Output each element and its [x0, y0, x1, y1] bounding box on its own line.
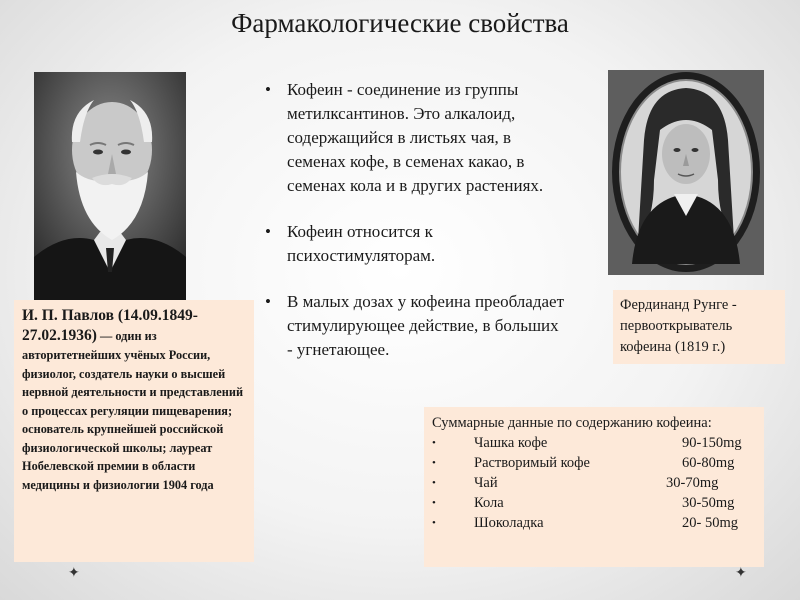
- summary-heading: Суммарные данные по содержанию кофеина:: [432, 415, 712, 431]
- bullet-item: [265, 220, 565, 268]
- bullet-dot: •: [432, 457, 436, 469]
- bullet-dot: •: [265, 80, 271, 99]
- caffeine-summary-box: [424, 407, 764, 567]
- summary-row: [432, 473, 756, 493]
- pavlov-bio-head: И. П. Павлов (14.09.1849-27.02.1936): [22, 307, 198, 344]
- summary-item-name: Чашка кофе: [474, 435, 548, 451]
- slide-title: Фармакологические свойства: [231, 8, 569, 38]
- bullet-dot: •: [432, 517, 436, 529]
- bullet-dot: •: [432, 477, 436, 489]
- bullet-text: В малых дозах у кофеина преобладает стимулирующее действие, в больших - угнетающее.: [287, 292, 565, 359]
- pavlov-bio-text: — один из авторитетнейших учёных России, физиолог, создатель науки о высшей нервной деятельности и представлений о процессах регуляции пищеварения; основатель крупнейшей российской физиологической школы; лауреат Нобелевской премии в области медицины и физиологии 1904 года: [22, 329, 244, 492]
- summary-item-name: Кола: [474, 495, 504, 511]
- runge-portrait-photo: [608, 70, 764, 275]
- summary-item-value: 20- 50mg: [682, 515, 738, 531]
- summary-item-name: Растворимый кофе: [474, 455, 590, 471]
- bullet-item: [265, 78, 565, 198]
- pavlov-bio-box: [14, 300, 254, 562]
- runge-caption: Фердинанд Рунге - первооткрыватель кофеина (1819 г.): [620, 297, 737, 355]
- summary-item-value: 30-50mg: [682, 495, 735, 511]
- bullet-dot: •: [265, 292, 271, 311]
- summary-row: [432, 433, 756, 453]
- summary-row: [432, 493, 756, 513]
- summary-row: [432, 453, 756, 473]
- bullet-item: [265, 290, 565, 362]
- runge-caption-box: [613, 290, 785, 364]
- pavlov-portrait-photo: [34, 72, 186, 300]
- summary-row: [432, 513, 756, 533]
- summary-item-name: Шоколадка: [474, 515, 544, 531]
- summary-item-value: 30-70mg: [666, 475, 719, 491]
- summary-item-value: 90-150mg: [682, 435, 742, 451]
- bullet-dot: •: [432, 497, 436, 509]
- summary-item-value: 60-80mg: [682, 455, 735, 471]
- corner-ornament-icon: ✦: [68, 566, 80, 581]
- bullet-text: Кофеин относится к психостимуляторам.: [287, 222, 436, 265]
- bullet-dot: •: [432, 437, 436, 449]
- bullet-list: [265, 78, 565, 384]
- bullet-dot: •: [265, 222, 271, 241]
- summary-item-name: Чай: [474, 475, 498, 491]
- bullet-text: Кофеин - соединение из группы метилксантинов. Это алкалоид, содержащийся в листьях чая, в семенах кофе, в семенах какао, в семенах кола и в других растениях.: [287, 80, 544, 195]
- corner-ornament-icon: ✦: [735, 566, 747, 581]
